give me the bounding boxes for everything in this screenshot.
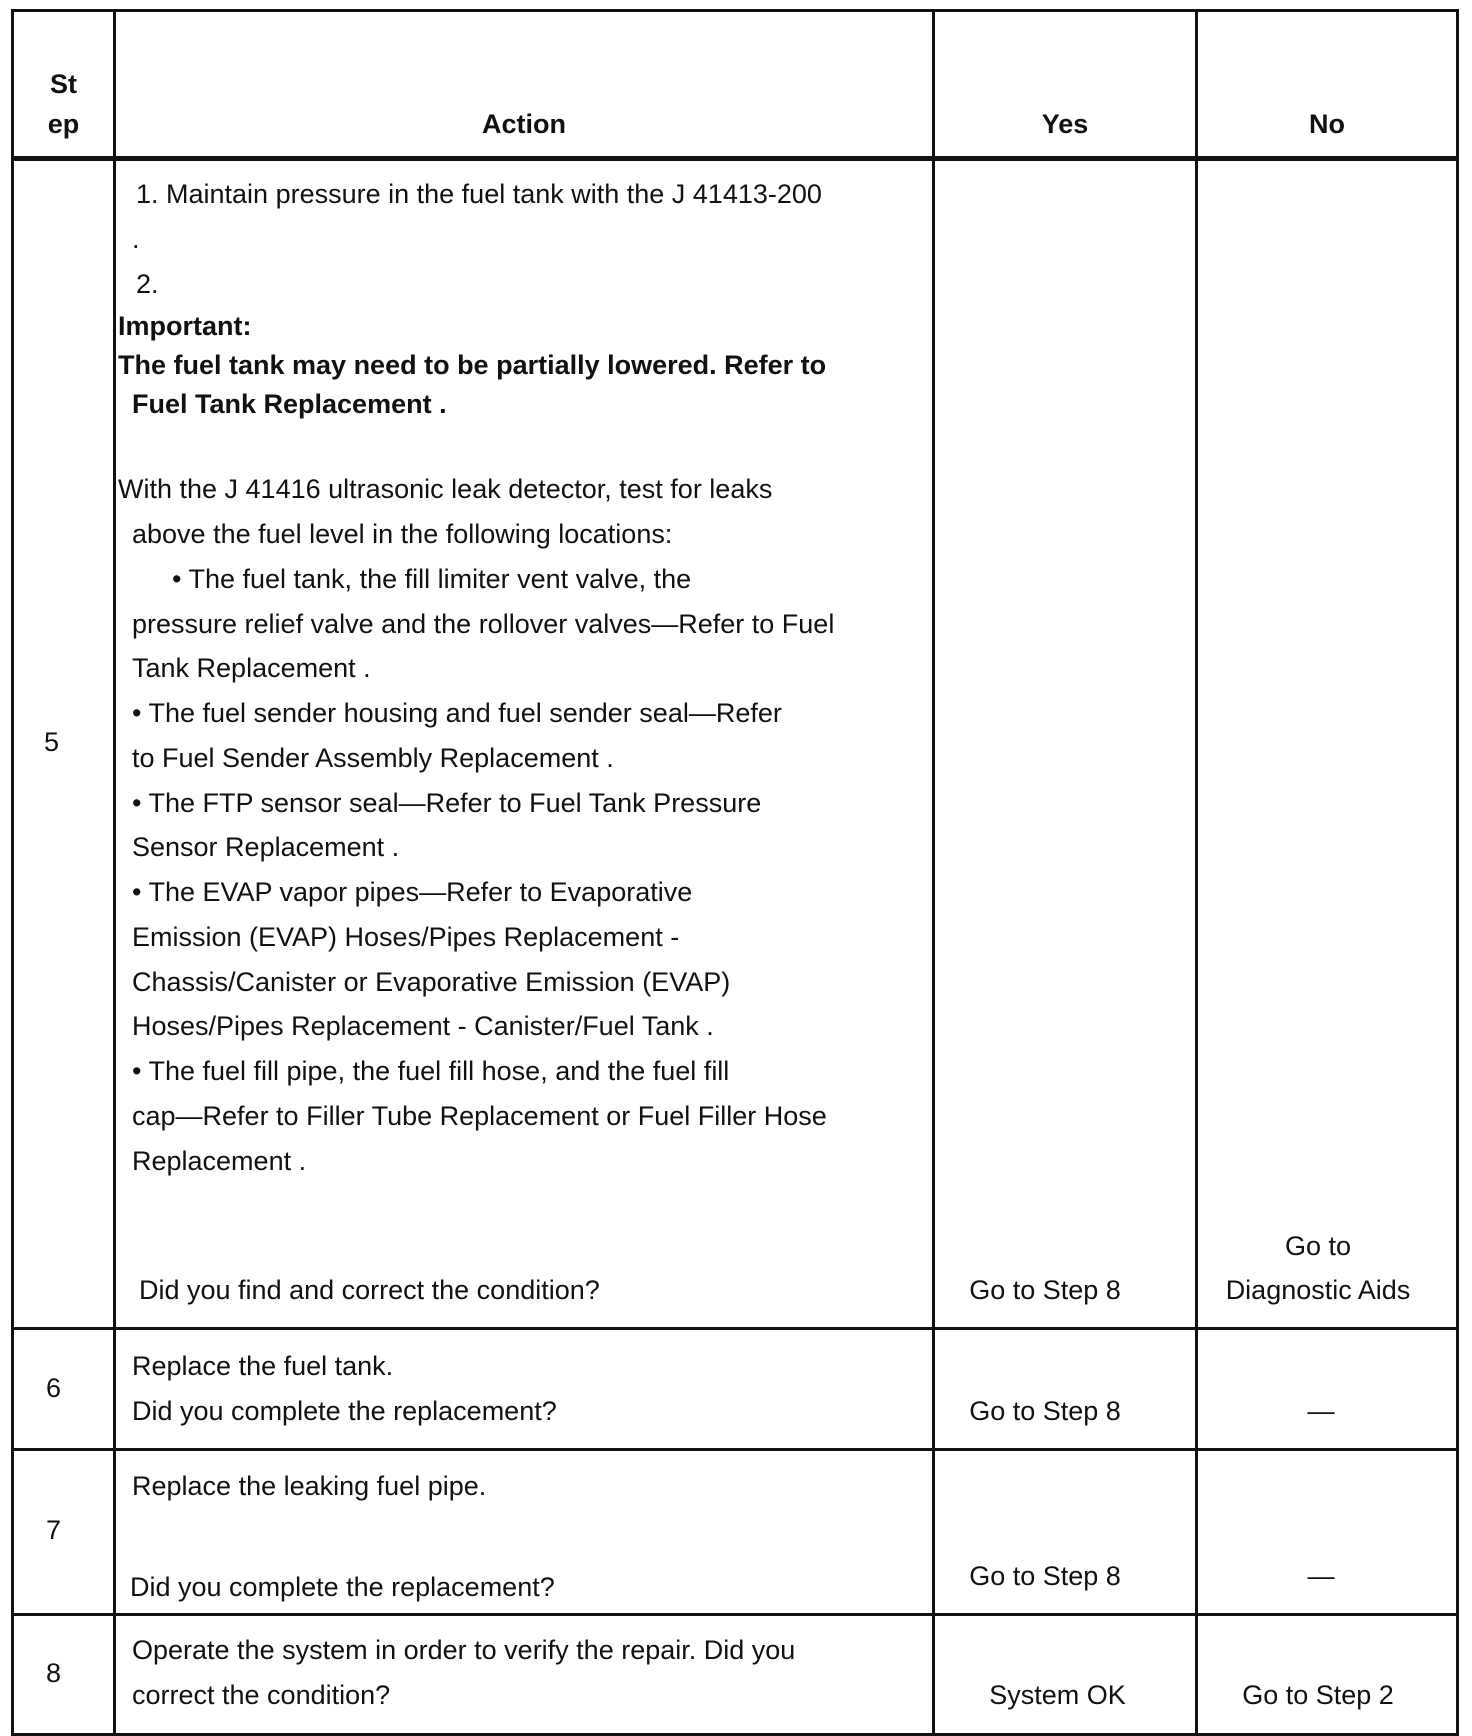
yes-result: System OK — [989, 1680, 1126, 1710]
important-label: Important: — [118, 311, 252, 341]
bullet-item: pressure relief valve and the rollover valves—Refer to Fuel — [132, 609, 835, 639]
question-text: correct the condition? — [132, 1680, 391, 1710]
column-divider — [932, 9, 935, 1734]
yes-result: Go to Step 8 — [969, 1561, 1121, 1591]
header-no: No — [1309, 109, 1345, 139]
yes-result: Go to Step 8 — [969, 1396, 1121, 1426]
bullet-item: • The fuel tank, the fill limiter vent valve, the — [172, 564, 692, 594]
bullet-item: • The FTP sensor seal—Refer to Fuel Tank Pressure — [132, 788, 762, 818]
question-text: Did you find and correct the condition? — [139, 1275, 600, 1305]
column-divider — [1195, 9, 1198, 1734]
bullet-item: Sensor Replacement . — [132, 832, 400, 862]
table-border-top — [11, 9, 1459, 12]
action-text: Replace the fuel tank. — [132, 1351, 394, 1381]
action-text: Operate the system in order to verify the repair. Did you — [132, 1635, 796, 1665]
bullet-item: • The fuel fill pipe, the fuel fill hose, and the fuel fill — [132, 1056, 730, 1086]
action-step-1: 1. Maintain pressure in the fuel tank with the J 41413-200 — [136, 179, 822, 209]
question-text: Did you complete the replacement? — [130, 1572, 555, 1602]
bullet-item: Hoses/Pipes Replacement - Canister/Fuel Tank . — [132, 1011, 714, 1041]
column-divider — [113, 9, 116, 1734]
table-border-left — [11, 9, 14, 1734]
header-yes: Yes — [1041, 109, 1089, 139]
step-number: 7 — [46, 1515, 62, 1545]
bullet-item: to Fuel Sender Assembly Replacement . — [132, 743, 614, 773]
no-result: — — [1307, 1561, 1335, 1591]
action-step-1-end: . — [132, 224, 140, 254]
header-step: St ep — [47, 69, 80, 139]
bullet-item: • The EVAP vapor pipes—Refer to Evaporative — [132, 877, 693, 907]
bullet-item: Replacement . — [132, 1146, 307, 1176]
bullet-item: • The fuel sender housing and fuel sender seal—Refer — [132, 698, 782, 728]
table-border-right — [1456, 9, 1459, 1734]
action-step-2: 2. — [136, 269, 159, 299]
row-divider — [11, 1448, 1459, 1451]
step-number: 5 — [44, 727, 60, 757]
no-result: Go to Diagnostic Aids — [1225, 1231, 1411, 1305]
row-divider — [11, 1613, 1459, 1616]
yes-result: Go to Step 8 — [969, 1275, 1121, 1305]
no-result: — — [1307, 1396, 1335, 1426]
step-number: 8 — [46, 1658, 62, 1688]
bullet-item: cap—Refer to Filler Tube Replacement or Fuel Filler Hose — [132, 1101, 827, 1131]
important-text: The fuel tank may need to be partially lowered. Refer to — [118, 350, 827, 380]
header-divider — [11, 156, 1459, 161]
bullet-item: Chassis/Canister or Evaporative Emission (EVAP) — [132, 967, 731, 997]
no-result: Go to Step 2 — [1242, 1680, 1394, 1710]
important-text: Fuel Tank Replacement . — [132, 389, 447, 419]
step-number: 6 — [46, 1373, 62, 1403]
question-text: Did you complete the replacement? — [132, 1396, 557, 1426]
instruction-text: With the J 41416 ultrasonic leak detector, test for leaks — [118, 474, 773, 504]
row-divider — [11, 1327, 1459, 1330]
bullet-item: Tank Replacement . — [132, 653, 371, 683]
header-action: Action — [482, 109, 566, 139]
instruction-text: above the fuel level in the following locations: — [132, 519, 673, 549]
bullet-item: Emission (EVAP) Hoses/Pipes Replacement - — [132, 922, 680, 952]
action-text: Replace the leaking fuel pipe. — [132, 1471, 487, 1501]
